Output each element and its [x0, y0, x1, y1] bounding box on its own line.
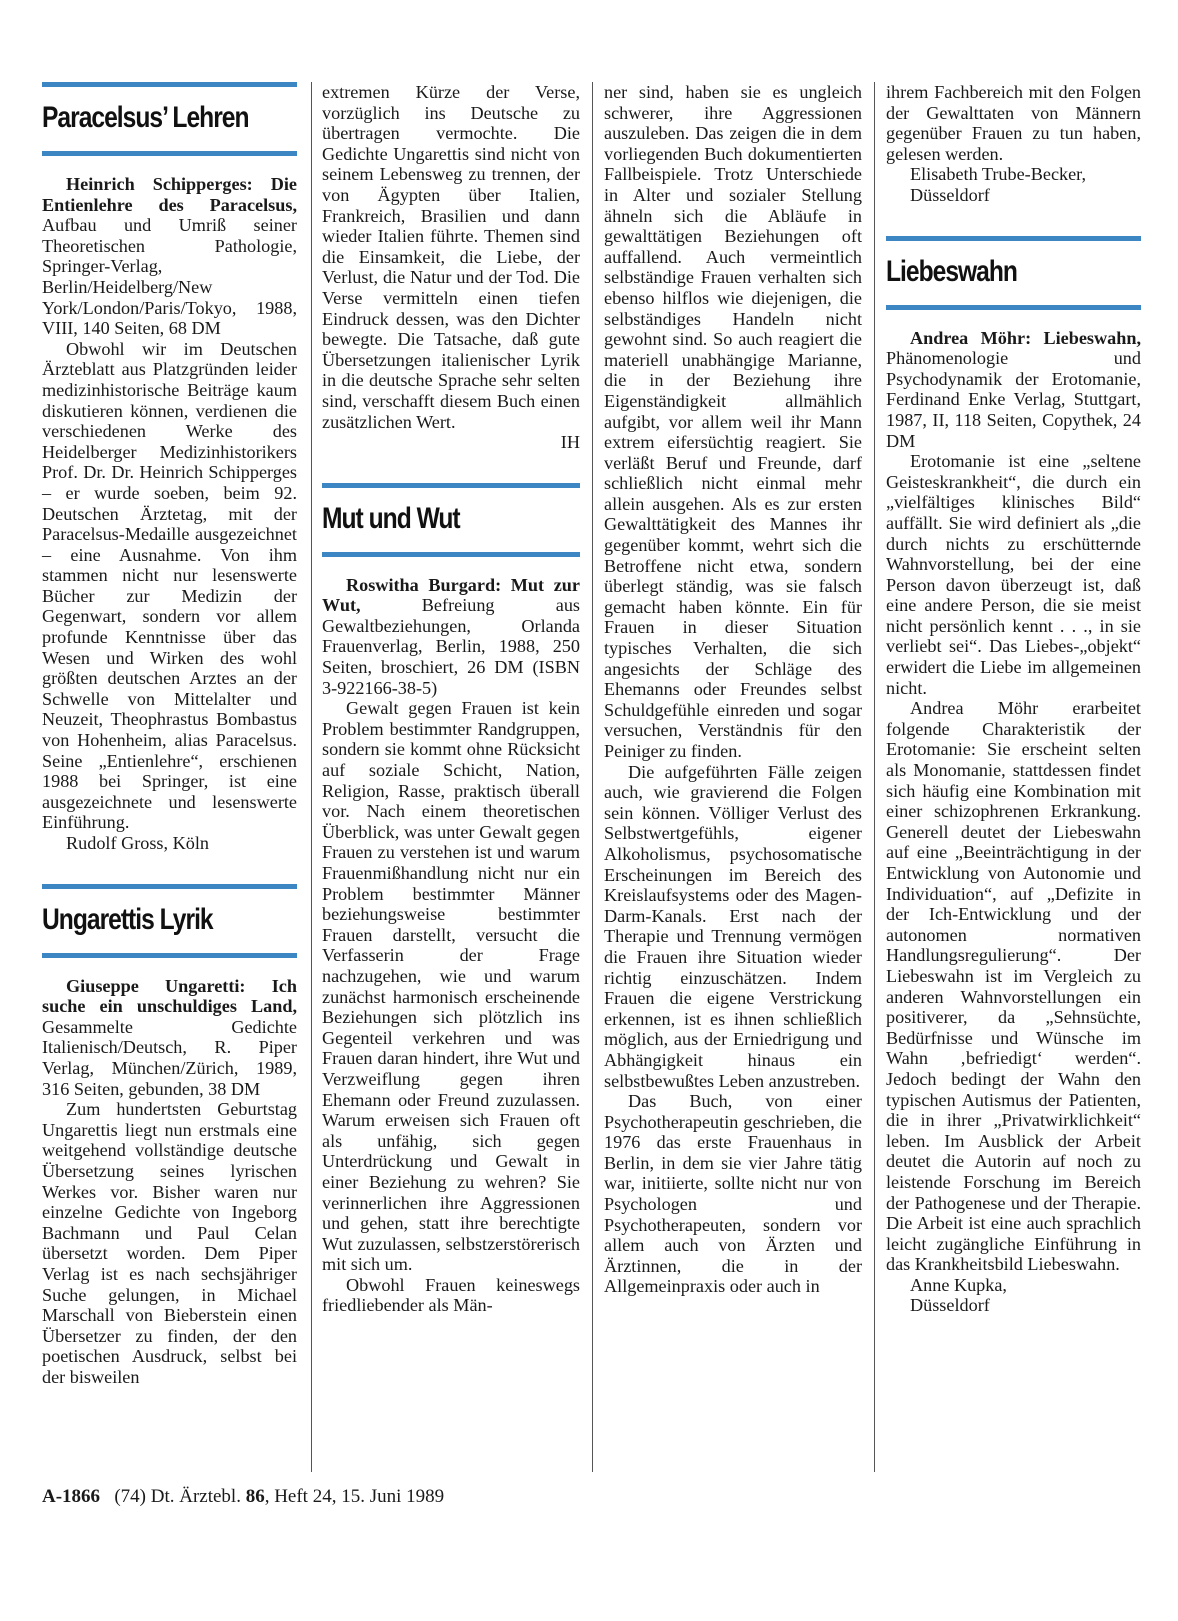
review-body: Gewalt gegen Frauen ist kein Problem bestimmter Randgruppen, sondern sie kommt ohne Rücksicht auf soziale Schicht, Nation, Religion, Rasse, praktisch überall vor. Nach einem theoretischen Überblick, was unter Gewalt gegen Frauen zu verstehen ist und warum Frauenmißhandlung nicht nur ein Problem bestimmter Männer beziehungsweise bestimmter Frauen darstellt, versucht die Verfasserin der Frage nachzugehen, wie und warum zunächst harmonisch erscheinende Beziehungen sich plötzlich ins Gegenteil verkehren und was Frauen daran hindert, ihre Wut und Verzweiflung gegen ihren Ehemann oder Freund zuzulassen. Warum erweisen sich Frauen oft als unfähig, sich gegen Unterdrückung und Gewalt in einer Beziehung zu wehren? Sie verinnerlichen ihre Aggressionen und gehen, statt ihre berechtigte Wut zuzulassen, selbstzerstörerisch mit sich um.: [322, 698, 580, 1275]
column-3: [604, 82, 862, 1297]
review-body: Erotomanie ist eine „seltene Geisteskrankheit“, die durch ein „vielfältiges klinisches Bild“ auffällt. Sie wird definiert als „die durch nichts zu erschütternde Wahnvorstellung, bei der eine Person davon überzeugt ist, daß eine andere Person, die sie meist nicht persönlich kennt . . ., in sie verliebt sei“. Das Liebes-„objekt“ erwidert die Liebe im allgemeinen nicht.: [886, 451, 1141, 698]
section-bottom-bar: [42, 151, 297, 156]
section-title: Ungarettis Lyrik: [42, 902, 213, 936]
review-ungaretti: [42, 884, 297, 1388]
section-title: Mut und Wut: [322, 501, 460, 535]
section-top-bar: [886, 236, 1141, 241]
page-footer: [42, 1486, 444, 1508]
section-top-bar: [322, 483, 580, 488]
reviewer-name: Elisabeth Trube-Becker,: [910, 164, 1087, 185]
reviewer-signature: IH: [560, 432, 580, 453]
book-author-title: Giuseppe Ungaretti: Ich suche ein unschuldiges Land,: [42, 975, 297, 1017]
page-code: A-1866: [42, 1486, 101, 1507]
section-bottom-bar: [322, 552, 580, 557]
review-paracelsus: [42, 82, 297, 854]
review-body-continued: extremen Kürze der Verse, vorzüglich ins Deutsche zu übertragen vermochte. Die Gedichte Ungarettis sind nicht von seinem Lebensweg zu trennen, der von Ägypten über Italien, Frankreich, Brasilien und dann wieder Italien führte. Themen sind die Einsamkeit, die Liebe, der Verlust, die Natur und der Tod. Die Verse vermitteln einen tiefen Eindruck dessen, was den Dichter bewegte. Die Tatsache, daß gute Übersetzungen italienischer Lyrik in die deutsche Sprache sehr selten sind, verschafft diesem Buch einen zusätzlichen Wert.: [322, 82, 580, 432]
book-citation: [322, 575, 580, 699]
review-body: Die aufgeführten Fälle zeigen auch, wie gravierend die Folgen sein können. Völliger Verlust des Selbstwertgefühls, eigener Alkoholismus, psychosomatische Erscheinungen im Bereich des Kreislaufsystems oder des Magen-Darm-Kanals. Erst nach der Therapie und Trennung vermögen die Frauen ihre Situation wieder richtig einzuschätzen. Indem Frauen die eigene Verstrickung erkennen, ist es ihnen schließlich möglich, aus der Erniedrigung und Abhängigkeit hinaus ein selbstbewußtes Leben anzustreben.: [604, 761, 862, 1091]
column-4: [886, 82, 1141, 1316]
column-divider: [592, 82, 593, 1472]
journal-reference: (74) Dt. Ärztebl.: [114, 1486, 241, 1507]
review-body: Das Buch, von einer Psychotherapeutin geschrieben, die 1976 das erste Frauenhaus in Berlin, in dem sie vier Jahre tätig war, initiierte, sollte nicht nur von Psychologen und Psychotherapeuten, sondern vor allem auch von Ärzten und Ärztinnen, die in der Allgemeinpraxis oder auch in: [604, 1091, 862, 1297]
book-details: Befreiung aus Gewaltbeziehungen, Orlanda Frauenverlag, Berlin, 1988, 250 Seiten, broschiert, 26 DM (ISBN 3-922166-38-5): [322, 595, 580, 698]
book-details: Phänomenologie und Psychodynamik der Erotomanie, Ferdinand Enke Verlag, Stuttgart, 1987, II, 118 Seiten, Copythek, 24 DM: [886, 348, 1141, 451]
review-body: Obwohl wir im Deutschen Ärzteblatt aus Platzgründen leider medizinhistorische Beiträge kaum diskutieren können, verdienen die verschiedenen Werke des Heidelberger Medizinhistorikers Prof. Dr. Dr. Heinrich Schipperges – er wurde soeben, beim 92. Deutschen Ärztetag, mit der Paracelsus-Medaille ausgezeichnet – eine Ausnahme. Von ihm stammen nicht nur lesenswerte Bücher zur Medizin der Gegenwart, sondern vor allem profunde Kenntnisse über das Wesen und Wirken des wohl größten deutschen Arztes an der Schwelle von Mittelalter und Neuzeit, Theophrastus Bombastus von Hohenheim, alias Paracelsus. Seine „Entienlehre“, erschienen 1988 bei Springer, ist eine ausgezeichnete und lesenswerte Einführung.: [42, 338, 297, 833]
section-top-bar: [42, 884, 297, 889]
column-1: [42, 82, 297, 1387]
review-liebeswahn: [886, 236, 1141, 1317]
reviewer-name: Anne Kupka,: [910, 1274, 1007, 1295]
journal-issue: , Heft 24, 15. Juni 1989: [264, 1486, 445, 1507]
section-bottom-bar: [886, 305, 1141, 310]
book-details: Gesammelte Gedichte Italienisch/Deutsch, R. Piper Verlag, München/Zürich, 1989, 316 Seiten, gebunden, 38 DM: [42, 1016, 297, 1099]
reviewer-city: Düsseldorf: [910, 184, 990, 205]
journal-volume: 86: [245, 1486, 265, 1507]
review-mut-und-wut: [322, 483, 580, 1316]
review-body: Obwohl Frauen keineswegs friedliebender als Män-: [322, 1274, 580, 1316]
review-body-continued: ner sind, haben sie es ungleich schwerer, ihre Aggressionen auszuleben. Das zeigen die in dem vorliegenden Buch dokumentierten Fallbeispiele. Trotz Unterschiede in Alter und sozialer Stellung ähneln sich die Abläufe in gewalttätigen Beziehungen oft auffallend. Auch vermeintlich selbständige Frauen verhalten sich ebenso hilflos wie diejenigen, die selbständiges Handeln nicht gewohnt sind. So auch reagiert die materiell unabhängige Marianne, die in der Beziehung ihre Eigenständigkeit allmählich aufgibt, vor allem weil ihr Mann extrem eifersüchtig reagiert. Sie verläßt Beruf und Freunde, darf schließlich nicht einmal mehr allein ausgehen. Als es zur ersten Gewalttätigkeit des Mannes ihr gegenüber kommt, wehrt sich die Betroffene nicht etwa, sondern überlegt ständig, was sie falsch gemacht haben könnte. Ein für Frauen in dieser Situation typisches Verhalten, die sich angesichts der Schläge des Ehemanns oder Freundes selbst Schuldgefühle einreden und sogar versuchen, Verständnis für den Peiniger zu finden.: [604, 82, 862, 761]
section-top-bar: [42, 82, 297, 87]
book-citation: [42, 174, 297, 339]
book-citation: [886, 328, 1141, 452]
column-divider: [874, 82, 875, 1472]
column-divider: [311, 82, 312, 1472]
book-author-title: Roswitha Burgard: Mut zur Wut,: [322, 574, 580, 616]
reviewer-city: Düsseldorf: [910, 1295, 990, 1316]
reviewer-signature: Rudolf Gross, Köln: [66, 833, 209, 853]
book-citation: [42, 976, 297, 1100]
book-author-title: Heinrich Schipperges: Die Entienlehre des Paracelsus,: [42, 174, 297, 215]
section-bottom-bar: [42, 953, 297, 958]
column-2: [322, 82, 580, 1316]
review-body: Andrea Möhr erarbeitet folgende Charakteristik der Erotomanie: Sie erscheint selten als Monomanie, stattdessen findet sich häufig eine Kombination mit einer schizophrenen Erkrankung. Generell deutet der Liebeswahn auf eine „Beeinträchtigung in der Entwicklung von Autonomie und Individuation“, auf „Defizite in der Ich-Entwicklung und der autonomen normativen Handlungsregulierung“. Der Liebeswahn ist im Vergleich zu anderen Wahnvorstellungen ein positiverer, da „Sehnsüchte, Bedürfnisse und Wünsche im Wahn ‚befriedigt‘ werden“. Jedoch bedingt der Wahn den typischen Autismus der Patienten, die in ihrer „Privatwirklichkeit“ leben. Im Ausblick der Arbeit deutet die Autorin auf noch zu leistende Forschung im Bereich der Pathogenese und der Therapie. Die Arbeit ist eine auch sprachlich leicht zugängliche Einführung in das Krankheitsbild Liebeswahn.: [886, 698, 1141, 1275]
book-author-title: Andrea Möhr: Liebeswahn,: [910, 327, 1141, 348]
review-body-continued: ihrem Fachbereich mit den Folgen der Gewalttaten von Männern gegenüber Frauen zu tun haben, gelesen werden.: [886, 82, 1141, 164]
review-body: Zum hundertsten Geburtstag Ungarettis liegt nun erstmals eine weitgehend vollständige deutsche Übersetzung seines lyrischen Werkes vor. Bisher waren nur einzelne Gedichte von Ingeborg Bachmann und Paul Celan übersetzt worden. Dem Piper Verlag ist es nach sechsjähriger Suche gelungen, in Michael Marschall von Bieberstein einen Übersetzer zu finden, der den poetischen Ausdruck, selbst bei der bisweilen: [42, 1099, 297, 1387]
section-title: Paracelsus’ Lehren: [42, 101, 249, 134]
section-title: Liebeswahn: [886, 254, 1017, 288]
book-details: Aufbau und Umriß seiner Theoretischen Pathologie, Springer-Verlag, Berlin/Heidelberg/New York/London/Paris/Tokyo, 1988, VIII, 140 Seiten, 68 DM: [42, 215, 297, 339]
